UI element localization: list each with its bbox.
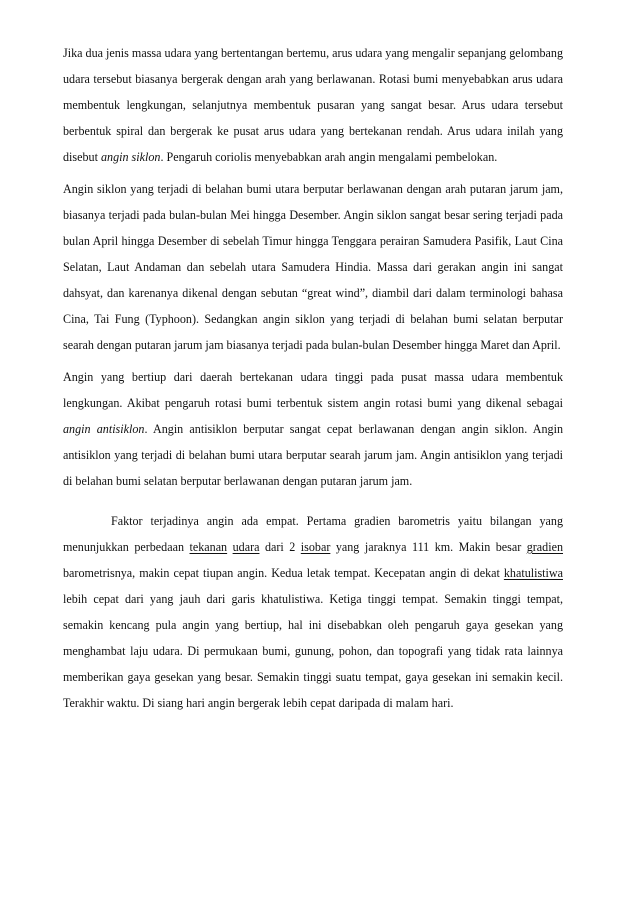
paragraph-cyclone-northern [63, 176, 563, 358]
paragraph-text: . Pengaruh coriolis menyebabkan arah angin mengalami pembelokan. [160, 150, 498, 164]
link-gradien[interactable]: gradien [526, 540, 563, 554]
paragraph-text: lebih cepat dari yang jauh dari garis khatulistiwa. Ketiga tinggi tempat. Semakin tinggi tempat, semakin kencang pula angin yang bertiup, hal ini disebabkan oleh pengaruh gaya gesekan yang menghambat laju udara. Di permukaan bumi, gunung, pohon, dan topografi yang tidak rata lainnya memberikan gaya gesekan yang besar. Semakin tinggi suatu tempat, gaya gesekan ini semakin kecil. Terakhir waktu. Di siang hari angin bergerak lebih cepat daripada di malam hari. [63, 592, 563, 710]
term-angin-siklon: angin siklon [100, 150, 161, 164]
paragraph-anticyclone [63, 364, 563, 494]
paragraph-text: Angin yang bertiup dari daerah bertekanan udara tinggi pada pusat massa udara membentuk lengkungan. Akibat pengaruh rotasi bumi terbentuk sistem angin rotasi bumi yang dikenal sebagai [63, 370, 563, 410]
paragraph-cyclone-intro [63, 40, 563, 170]
link-khatulistiwa[interactable]: khatulistiwa [503, 566, 563, 580]
link-isobar[interactable]: isobar [300, 540, 331, 554]
paragraph-text: dari 2 [259, 540, 301, 554]
paragraph-text: Jika dua jenis massa udara yang bertentangan bertemu, arus udara yang mengalir sepanjang gelombang udara tersebut biasanya bergerak dengan arah yang berlawanan. Rotasi bumi menyebabkan arus udara membentuk lengkungan, selanjutnya membentuk pusaran yang sangat besar. Arus udara tersebut berbentuk spiral dan bergerak ke pusat arus udara yang bertekanan rendah. Arus udara inilah yang disebut [63, 46, 563, 164]
paragraph-text: barometrisnya, makin cepat tiupan angin. Kedua letak tempat. Kecepatan angin di dekat [63, 566, 504, 580]
paragraph-text: Angin siklon yang terjadi di belahan bumi utara berputar berlawanan dengan arah putaran jarum jam, biasanya terjadi pada bulan-bulan Mei hingga Desember. Angin siklon sangat besar sering terjadi pada bulan April hingga Desember di sebelah Timur hingga Tenggara perairan Samudera Pasifik, Laut Cina Selatan, Laut Andaman dan sebelah utara Samudera Hindia. Massa dari gerakan angin ini sangat dahsyat, dan karenanya dikenal dengan sebutan “great wind”, diambil dari dalam terminologi bahasa Cina, Tai Fung (Typhoon). Sedangkan angin siklon yang terjadi di belahan bumi selatan berputar searah dengan putaran jarum jam biasanya terjadi pada bulan-bulan Desember hingga Maret dan April. [63, 182, 563, 352]
term-angin-antisiklon: angin antisiklon [63, 422, 145, 436]
link-tekanan[interactable]: tekanan [189, 540, 228, 554]
paragraph-text: yang jaraknya 111 km. Makin besar [330, 540, 527, 554]
document-page [63, 40, 563, 716]
paragraph-wind-factors [63, 508, 563, 716]
paragraph-text: . Angin antisiklon berputar sangat cepat berlawanan dengan angin siklon. Angin antisiklon yang terjadi di belahan bumi utara berputar searah jarum jam. Angin antisiklon yang terjadi di belahan bumi selatan berputar berlawanan dengan putaran jarum jam. [63, 422, 564, 488]
link-udara[interactable]: udara [232, 540, 260, 554]
paragraph-text: Faktor terjadinya angin ada empat. Pertama gradien barometris yaitu bilangan yang menunjukkan perbedaan [63, 514, 563, 554]
